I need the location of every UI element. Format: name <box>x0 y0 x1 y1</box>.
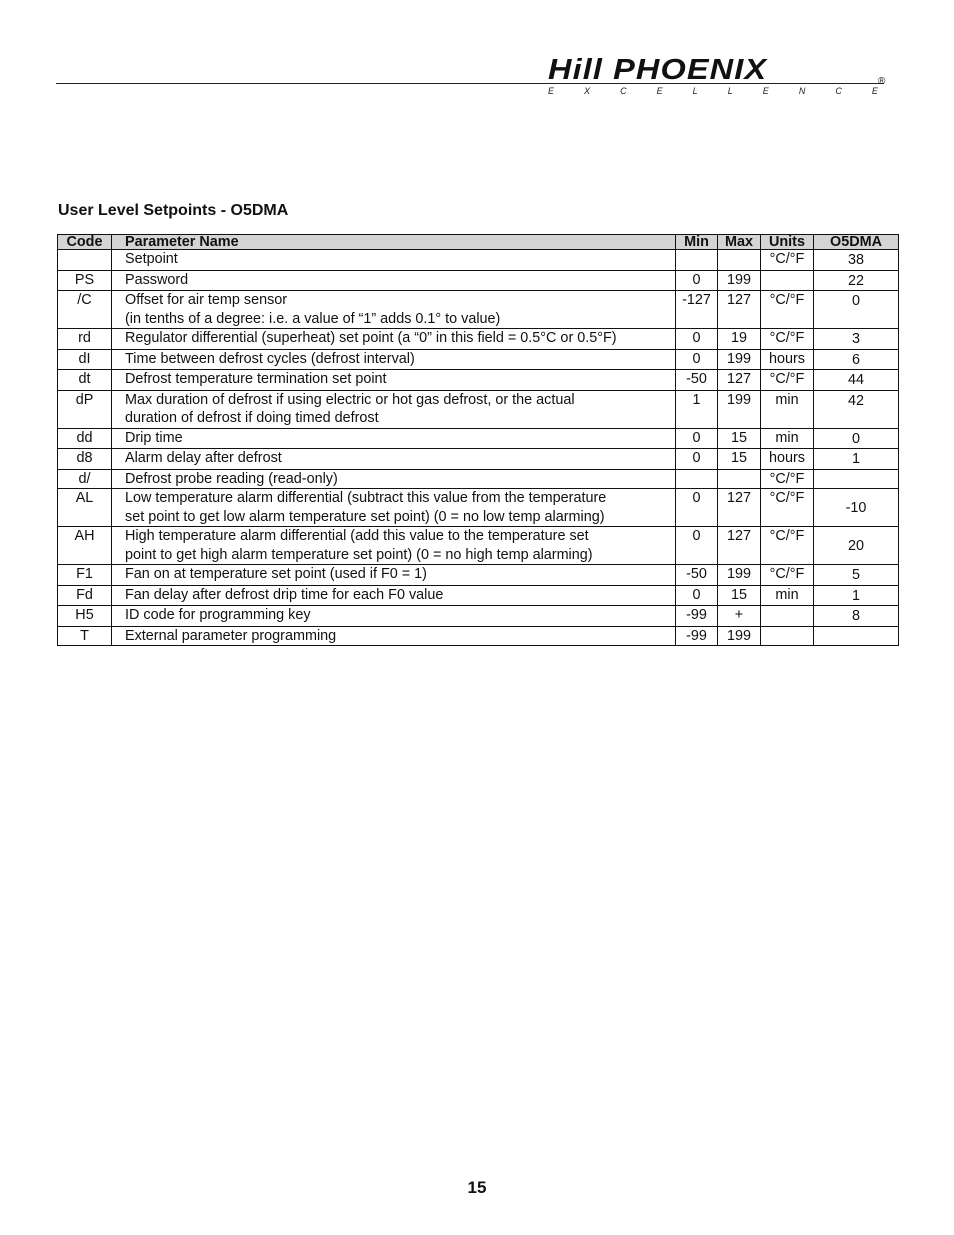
param-min: -99 <box>676 626 718 646</box>
param-max <box>718 469 761 489</box>
param-max: 15 <box>718 428 761 449</box>
param-min <box>676 250 718 271</box>
param-units: °C/°F <box>761 291 814 329</box>
param-min: -50 <box>676 370 718 391</box>
param-name-line: Defrost temperature termination set point <box>125 371 387 387</box>
param-max: 127 <box>718 489 761 527</box>
logo-tagline-letter: E <box>656 86 663 96</box>
param-value <box>814 469 899 489</box>
param-name <box>112 291 676 329</box>
param-code: dI <box>58 349 112 370</box>
param-value: 8 <box>814 606 899 627</box>
column-header-min: Min <box>676 235 718 250</box>
param-code: d/ <box>58 469 112 489</box>
logo-tagline-letter: C <box>835 86 842 96</box>
param-name <box>112 469 676 489</box>
param-name <box>112 606 676 627</box>
param-min: 0 <box>676 489 718 527</box>
param-name-line: point to get high alarm temperature set point) (0 = no high temp alarming) <box>125 546 593 563</box>
param-code: PS <box>58 270 112 291</box>
param-name-line: Alarm delay after defrost <box>125 450 282 466</box>
param-max <box>718 250 761 271</box>
logo-wordmark: Hill PHOENIX <box>548 54 768 86</box>
param-units: min <box>761 428 814 449</box>
param-min <box>676 469 718 489</box>
param-name-line: Regulator differential (superheat) set point (a “0” in this field = 0.5°C or 0.5°F) <box>125 330 617 346</box>
param-units: hours <box>761 349 814 370</box>
param-units: °C/°F <box>761 329 814 350</box>
param-name-line: Max duration of defrost if using electric or hot gas defrost, or the actual <box>125 391 575 408</box>
param-max: 199 <box>718 390 761 428</box>
param-max: 127 <box>718 370 761 391</box>
logo-tagline-letter: E <box>762 86 769 96</box>
param-units: °C/°F <box>761 250 814 271</box>
param-name-line: Setpoint <box>125 251 178 267</box>
param-name-line: ID code for programming key <box>125 607 311 623</box>
param-max: + <box>718 606 761 627</box>
param-value: 0 <box>814 428 899 449</box>
logo-tagline-letter: E <box>548 86 555 96</box>
column-header-value: O5DMA <box>814 235 899 250</box>
param-units: min <box>761 585 814 606</box>
param-name-line: Low temperature alarm differential (subtract this value from the temperature <box>125 490 607 506</box>
param-value: 20 <box>814 527 899 565</box>
param-code: AL <box>58 489 112 527</box>
param-value: 5 <box>814 565 899 586</box>
param-units: °C/°F <box>761 527 814 565</box>
column-header-units: Units <box>761 235 814 250</box>
param-value: 22 <box>814 270 899 291</box>
param-name-line: duration of defrost if doing timed defrost <box>125 410 379 426</box>
param-max: 199 <box>718 565 761 586</box>
table-row <box>58 250 899 271</box>
table-row <box>58 606 899 627</box>
param-units: °C/°F <box>761 565 814 586</box>
table-row <box>58 469 899 489</box>
param-name-line: (in tenths of a degree: i.e. a value of “1” adds 0.1° to value) <box>125 310 501 327</box>
param-units: °C/°F <box>761 469 814 489</box>
table-row <box>58 390 899 428</box>
param-name-line: Time between defrost cycles (defrost interval) <box>125 350 415 367</box>
param-code: d8 <box>58 449 112 470</box>
param-name-line: Offset for air temp sensor <box>125 292 288 308</box>
param-min: 0 <box>676 585 718 606</box>
param-name-line: Defrost probe reading (read-only) <box>125 470 338 487</box>
page-number: 15 <box>467 1178 487 1197</box>
param-value: 1 <box>814 449 899 470</box>
param-max: 15 <box>718 585 761 606</box>
param-max: 199 <box>718 270 761 291</box>
param-name-line: High temperature alarm differential (add this value to the temperature set <box>125 528 589 544</box>
param-name-line: Fan on at temperature set point (used if F0 = 1) <box>125 566 427 582</box>
param-name <box>112 626 676 646</box>
param-name <box>112 489 676 527</box>
table-row <box>58 565 899 586</box>
table-body <box>58 250 899 646</box>
param-name <box>112 565 676 586</box>
param-name-line: Drip time <box>125 429 183 446</box>
param-name <box>112 250 676 271</box>
param-code: dd <box>58 428 112 449</box>
param-units <box>761 606 814 627</box>
param-min: 0 <box>676 449 718 470</box>
param-max: 127 <box>718 291 761 329</box>
param-units: °C/°F <box>761 370 814 391</box>
param-min: 0 <box>676 329 718 350</box>
param-units: hours <box>761 449 814 470</box>
param-name <box>112 585 676 606</box>
param-code: dP <box>58 390 112 428</box>
logo-tagline-letter: E <box>871 86 878 96</box>
param-value: 38 <box>814 250 899 271</box>
param-code: rd <box>58 329 112 350</box>
param-value: 0 <box>814 291 899 329</box>
param-value: -10 <box>814 489 899 527</box>
param-name <box>112 449 676 470</box>
param-max: 199 <box>718 349 761 370</box>
param-code: /C <box>58 291 112 329</box>
param-value <box>814 626 899 646</box>
param-code <box>58 250 112 271</box>
param-min: -50 <box>676 565 718 586</box>
param-name <box>112 349 676 370</box>
param-code: dt <box>58 370 112 391</box>
logo-tagline <box>548 86 878 96</box>
table-row <box>58 449 899 470</box>
param-max: 127 <box>718 527 761 565</box>
param-value: 3 <box>814 329 899 350</box>
logo-tagline-letter: C <box>620 86 627 96</box>
param-value: 42 <box>814 390 899 428</box>
param-min: 0 <box>676 270 718 291</box>
param-name <box>112 270 676 291</box>
param-code: T <box>58 626 112 646</box>
column-header-max: Max <box>718 235 761 250</box>
param-value: 1 <box>814 585 899 606</box>
table-row <box>58 489 899 527</box>
param-min: 1 <box>676 390 718 428</box>
param-name <box>112 370 676 391</box>
logo-tagline-letter: L <box>692 86 698 96</box>
param-name-line: Fan delay after defrost drip time for each F0 value <box>125 586 444 603</box>
registered-mark: ® <box>878 76 886 87</box>
table-row <box>58 291 899 329</box>
param-min: 0 <box>676 349 718 370</box>
param-name-line: Password <box>125 271 189 288</box>
section-title: User Level Setpoints - O5DMA <box>58 202 289 219</box>
param-name <box>112 329 676 350</box>
param-min: -99 <box>676 606 718 627</box>
param-value: 44 <box>814 370 899 391</box>
table-row <box>58 428 899 449</box>
param-min: 0 <box>676 428 718 449</box>
table-row <box>58 585 899 606</box>
logo-tagline-letter: L <box>727 86 733 96</box>
param-max: 199 <box>718 626 761 646</box>
param-max: 15 <box>718 449 761 470</box>
table-header-row <box>58 235 899 250</box>
table-row <box>58 270 899 291</box>
param-code: F1 <box>58 565 112 586</box>
param-min: 0 <box>676 527 718 565</box>
param-units <box>761 626 814 646</box>
param-name <box>112 527 676 565</box>
param-units: min <box>761 390 814 428</box>
logo-tagline-letter: N <box>798 86 806 96</box>
table-row <box>58 349 899 370</box>
param-units <box>761 270 814 291</box>
param-code: AH <box>58 527 112 565</box>
setpoints-table <box>57 234 899 646</box>
table-row <box>58 527 899 565</box>
param-code: H5 <box>58 606 112 627</box>
hill-phoenix-logo <box>548 56 893 98</box>
table-row <box>58 370 899 391</box>
logo-tagline-letter: X <box>584 86 591 96</box>
column-header-code: Code <box>58 235 112 250</box>
param-value: 6 <box>814 349 899 370</box>
table-row <box>58 626 899 646</box>
param-name <box>112 428 676 449</box>
param-code: Fd <box>58 585 112 606</box>
param-units: °C/°F <box>761 489 814 527</box>
param-name <box>112 390 676 428</box>
column-header-parameter-name: Parameter Name <box>112 235 676 250</box>
param-max: 19 <box>718 329 761 350</box>
param-name-line: External parameter programming <box>125 627 337 644</box>
table-row <box>58 329 899 350</box>
param-name-line: set point to get low alarm temperature set point) (0 = no low temp alarming) <box>125 508 605 525</box>
param-min: -127 <box>676 291 718 329</box>
